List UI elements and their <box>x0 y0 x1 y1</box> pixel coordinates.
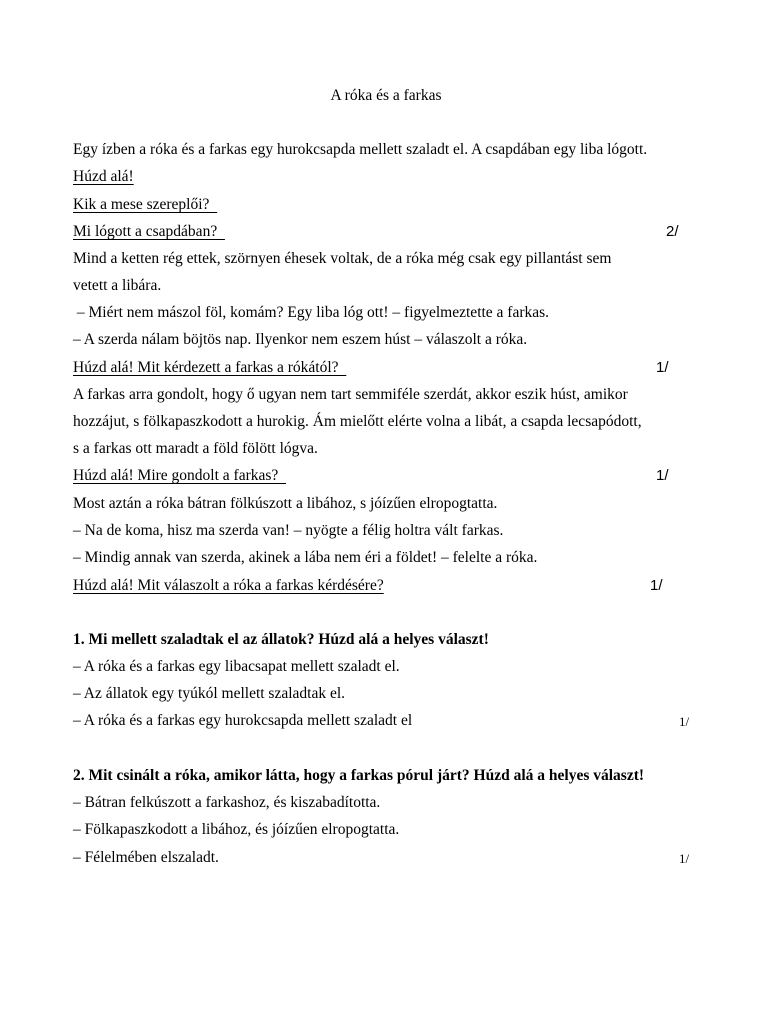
answer-option: – A róka és a farkas egy hurokcsapda mellett szaladt el <box>73 712 413 729</box>
text-line: A farkas arra gondolt, hogy ő ugyan nem tart semmiféle szerdát, akkor eszik húst, amikor <box>73 386 628 403</box>
answer-option: – Félelmében elszaladt. <box>73 849 219 866</box>
task-line: Kik a mese szereplői? <box>73 196 218 213</box>
text-line: – A szerda nálam böjtös nap. Ilyenkor nem eszem húst – válaszolt a róka. <box>73 331 528 348</box>
task-line: Húzd alá! Mire gondolt a farkas? <box>73 467 287 484</box>
text-line: – Miért nem mászol föl, komám? Egy liba lóg ott! – figyelmeztette a farkas. <box>73 304 550 321</box>
score-label: 1/ <box>650 577 663 594</box>
answer-option: – Fölkapaszkodott a libához, és jóízűen elropogtatta. <box>73 821 400 838</box>
text-line: Most aztán a róka bátran fölkúszott a libához, s jóízűen elropogtatta. <box>73 495 498 512</box>
score-label: 1/ <box>679 851 690 866</box>
text-line: hozzájut, s fölkapaszkodott a hurokig. Ám mielőtt elérte volna a libát, a csapda lecsapódott, <box>73 413 642 430</box>
text-line: s a farkas ott maradt a föld fölött lógva. <box>73 440 318 457</box>
task-line: Mi lógott a csapdában? <box>73 223 225 240</box>
text-line: Mind a ketten rég ettek, szörnyen éhesek voltak, de a róka még csak egy pillantást sem <box>73 250 612 267</box>
score-label: 2/ <box>666 223 679 240</box>
task-line: Húzd alá! Mit válaszolt a róka a farkas kérdésére? <box>73 577 384 594</box>
task-line: Húzd alá! <box>73 168 134 185</box>
text-line: vetett a libára. <box>73 277 162 294</box>
score-label: 1/ <box>679 714 690 729</box>
task-line: Húzd alá! Mit kérdezett a farkas a rókától? <box>73 359 347 376</box>
score-label: 1/ <box>656 467 669 484</box>
text-line: – Mindig annak van szerda, akinek a lába nem éri a földet! – felelte a róka. <box>73 549 538 566</box>
question-heading: 1. Mi mellett szaladtak el az állatok? Húzd alá a helyes választ! <box>73 631 489 648</box>
answer-option: – A róka és a farkas egy libacsapat mellett szaladt el. <box>73 658 400 675</box>
page-title: A róka és a farkas <box>330 87 442 104</box>
answer-option: – Az állatok egy tyúkól mellett szaladtak el. <box>73 685 346 702</box>
text-line: – Na de koma, hisz ma szerda van! – nyögte a félig holtra vált farkas. <box>73 522 504 539</box>
question-heading: 2. Mit csinált a róka, amikor látta, hogy a farkas pórul járt? Húzd alá a helyes választ! <box>73 767 645 784</box>
text-line: Egy ízben a róka és a farkas egy hurokcsapda mellett szaladt el. A csapdában egy liba lógott. <box>73 141 648 158</box>
answer-option: – Bátran felkúszott a farkashoz, és kiszabadította. <box>73 794 381 811</box>
score-label: 1/ <box>656 359 669 376</box>
